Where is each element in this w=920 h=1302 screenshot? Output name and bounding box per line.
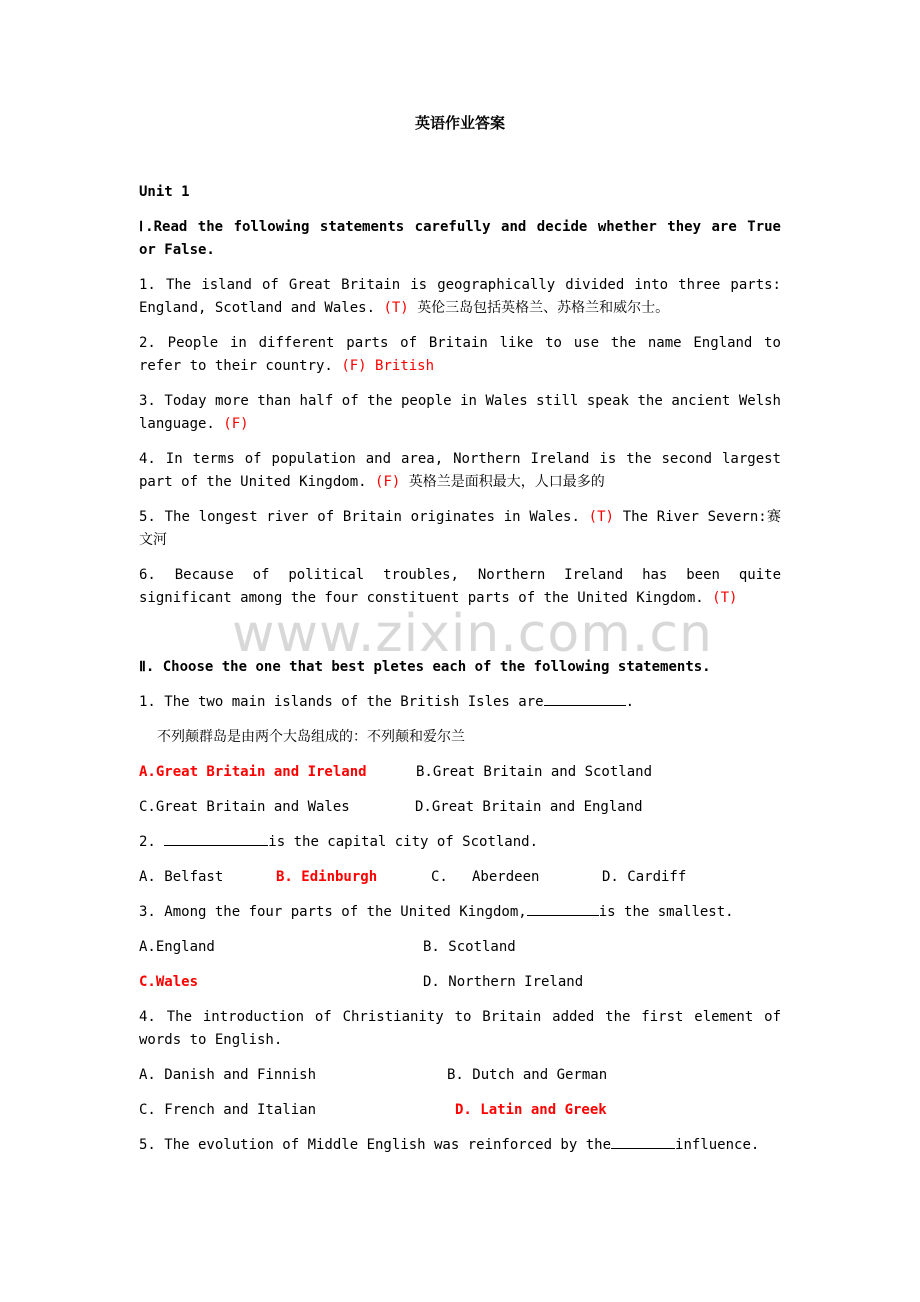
tf-item-5 (139, 506, 781, 552)
tf-item-text: 6. Because of political troubles, Northern Ireland has been quite significant among the four constituent parts of the United Kingdom. (139, 567, 781, 606)
mc-stem-end: . (625, 694, 635, 710)
section2-heading: Ⅱ. Choose the one that best pletes each of the following statements. (139, 659, 711, 675)
tf-item-3 (139, 390, 781, 436)
tf-item-text: 5. The longest river of Britain originates in Wales. (139, 509, 580, 525)
mc-q2-option-c: C. (431, 869, 448, 885)
mc-stem-text: is the capital city of Scotland. (268, 834, 539, 850)
mc-q2-option-d: D. Cardiff (602, 869, 687, 885)
mc-q3-option-c: C.Wales (139, 974, 199, 990)
mc-q1-note: 不列颠群岛是由两个大岛组成的：不列颠和爱尔兰 (157, 729, 465, 745)
tf-answer: (T) (588, 509, 614, 525)
mc-q5-stem (139, 1134, 781, 1157)
tf-note: The River Severn:赛文河 (139, 509, 781, 548)
answer-blank (527, 901, 599, 916)
mc-q4-option-a: A. Danish and Finnish (139, 1067, 317, 1083)
tf-note: 英伦三岛包括英格兰、苏格兰和威尔士。 (417, 300, 670, 316)
mc-q2-option-a: A. Belfast (139, 869, 224, 885)
tf-note: 英格兰是面积最大，人口最多的 (408, 474, 605, 490)
section1-heading: Ⅰ.Read the following statements carefully and decide whether they are True or False. (139, 219, 781, 258)
mc-q4-option-d: D. Latin and Greek (455, 1102, 607, 1118)
mc-q4-option-c: C. French and Italian (139, 1102, 317, 1118)
tf-answer: (F) (223, 416, 249, 432)
tf-item-6 (139, 564, 781, 610)
tf-answer: (T) (712, 590, 738, 606)
mc-q4-stem: 4. The introduction of Christianity to Britain added the first element of words to English. (139, 1009, 781, 1048)
answer-blank (164, 831, 268, 846)
mc-q1-option-a: A.Great Britain and Ireland (139, 764, 367, 780)
tf-item-text: 4. In terms of population and area, Northern Ireland is the second largest part of the United Kingdom. (139, 451, 781, 490)
answer-blank (611, 1134, 675, 1149)
mc-q2-option-b: B. Edinburgh (276, 869, 378, 885)
tf-answer: (F) British (341, 358, 435, 374)
mc-q2-option-c-text: Aberdeen (472, 869, 540, 885)
tf-item-4 (139, 448, 781, 494)
mc-q1-option-c: C.Great Britain and Wales (139, 799, 350, 815)
mc-stem-text: 1. The two main islands of the British Isles are (139, 694, 544, 710)
mc-q1-stem (139, 691, 781, 714)
mc-q3-option-b: B. Scotland (423, 939, 516, 955)
tf-item-text: 1. The island of Great Britain is geographically divided into three parts: England, Scotland and Wales. (139, 277, 781, 316)
mc-q2-stem (139, 831, 781, 854)
tf-answer: (F) (375, 474, 401, 490)
mc-q3-option-d: D. Northern Ireland (423, 974, 584, 990)
tf-answer: (T) (383, 300, 409, 316)
tf-item-text: 3. Today more than half of the people in Wales still speak the ancient Welsh language. (139, 393, 781, 432)
unit-heading: Unit 1 (139, 184, 190, 200)
mc-stem-end: influence. (675, 1137, 760, 1153)
answer-blank (544, 691, 626, 706)
mc-stem-text: 5. The evolution of Middle English was reinforced by the (139, 1137, 612, 1153)
mc-q3-option-a: A.England (139, 939, 215, 955)
mc-number: 2. (139, 834, 156, 850)
mc-q1-option-d: D.Great Britain and England (415, 799, 643, 815)
watermark: www.zixin.com.cn (232, 604, 713, 664)
page-title: 英语作业答案 (414, 114, 505, 132)
mc-q3-stem (139, 901, 781, 924)
tf-item-text: 2. People in different parts of Britain like to use the name England to refer to their country. (139, 335, 781, 374)
mc-q1-option-b: B.Great Britain and Scotland (416, 764, 653, 780)
tf-item-2 (139, 332, 781, 378)
mc-stem-text: 3. Among the four parts of the United Kingdom, (139, 904, 527, 920)
tf-item-1 (139, 274, 781, 320)
mc-q4-option-b: B. Dutch and German (447, 1067, 608, 1083)
mc-stem-end: is the smallest. (598, 904, 734, 920)
